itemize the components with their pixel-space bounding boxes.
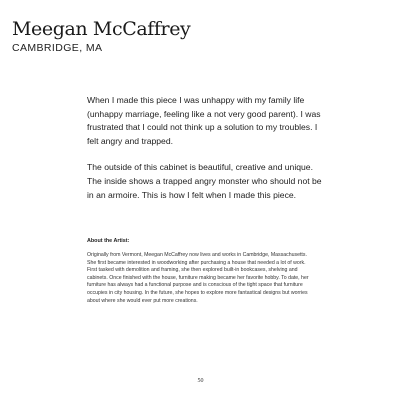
statement-paragraph: The outside of this cabinet is beautiful, creative and unique. The inside shows a trapped angry monster who should not be in an armoire. This is how I felt when I made this piece. bbox=[87, 162, 322, 200]
statement-paragraph: When I made this piece I was unhappy with my family life (unhappy marriage, feeling like a not very good parent). I was frustrated that I could not think up a solution to my troubles. I felt angry and trapped. bbox=[87, 95, 321, 146]
about-artist-body: Originally from Vermont, Meegan McCaffrey now lives and works in Cambridge, Massachusetts. She first became interested in woodworking after purchasing a house that needed a lot of work. First tasked with demolition and framing, she then explored built-in bookcases, shelving and cabinets. Once finished with the house, furniture making became her favorite hobby. To date, her furniture has always had a functional purpose and is conscious of the tight space that furniture occupies in city housing. In the future, she hopes to explore more fantastical designs but worries about where she would ever put more creations. bbox=[87, 252, 309, 304]
page-number: 50 bbox=[197, 378, 204, 384]
artist-name: Meegan McCaffrey bbox=[12, 18, 191, 40]
about-artist-heading: About the Artist: bbox=[87, 238, 130, 244]
artist-location: CAMBRIDGE, MA bbox=[12, 42, 103, 54]
artist-statement bbox=[87, 94, 327, 215]
